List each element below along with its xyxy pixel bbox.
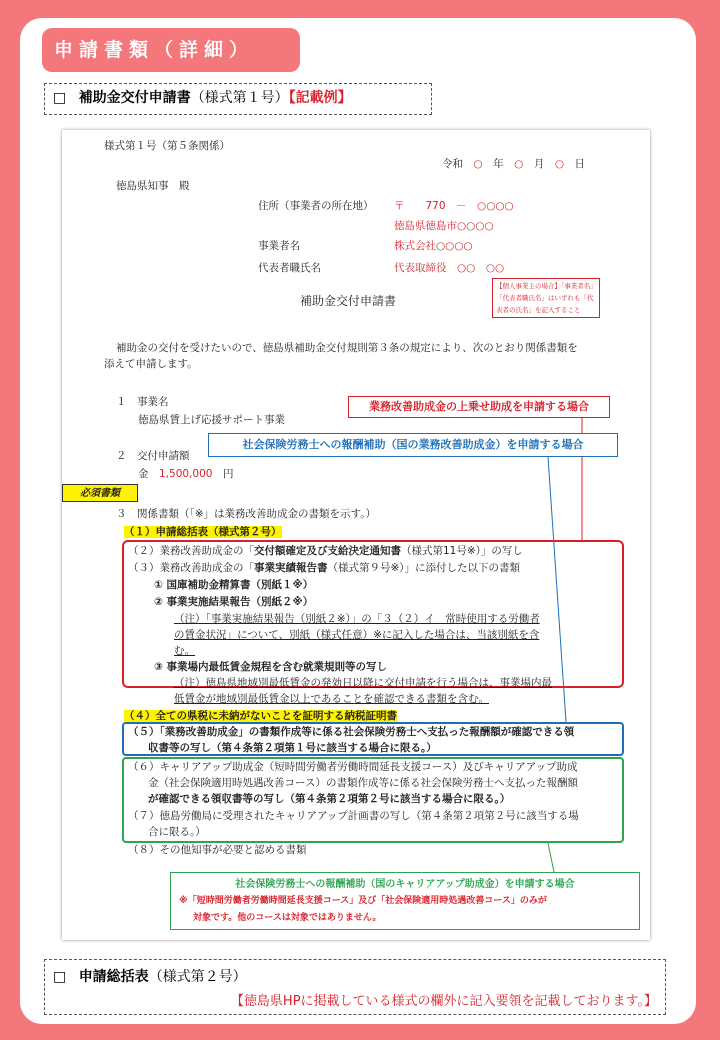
date-line: 令和 ○ 年 ○ 月 ○ 日: [442, 158, 586, 170]
doc-line-7b: 合に限る。）: [148, 826, 206, 838]
section-form1-header: [44, 83, 432, 115]
form-number: 様式第１号（第５条関係）: [104, 140, 230, 152]
item1-label: １ 事業名: [116, 396, 169, 408]
doc-line-6a: （６）キャリアアップ助成金（短時間労働者労働時間延長支援コース）及びキャリアアップ助成: [128, 761, 578, 773]
representative-label: 代表者職氏名: [258, 262, 321, 274]
doc-line-3-2: ② 事業実施結果報告（別紙２※）: [154, 596, 314, 608]
doc-line-6c: が確認できる領収書等の写し（第４条第２項第２号に該当する場合に限る。）: [148, 793, 511, 805]
doc-line-6b: 金（社会保険適用時処遇改善コース）の書類作成等に係る社会保険労務士へ支払った報酬額: [148, 777, 578, 789]
section-title: 補助金交付申請書: [78, 90, 191, 106]
checkbox-mark: □: [53, 90, 67, 106]
item2-value: 金 1,500,000 円: [138, 468, 234, 480]
body-line-1: 補助金の交付を受けたいので、徳島県補助金交付規則第３条の規定により、次のとおり関係書類を: [116, 342, 578, 354]
doc-line-1: （１）申請総括表（様式第２号）: [124, 526, 282, 538]
form-example-document: [62, 130, 650, 940]
doc-note-3: む。: [174, 645, 195, 657]
callout-top-up-subsidy: 業務改善助成金の上乗せ助成を申請する場合: [348, 396, 610, 418]
section2-note: 【徳島県HPに掲載している様式の欄外に記入要領を記載しております。】: [230, 994, 657, 1009]
doc-line-8: （８）その他知事が必要と認める書類: [128, 844, 307, 856]
doc-line-3-3: ③ 事業場内最低賃金規程を含む就業規則等の写し: [154, 661, 388, 673]
section-title: 申請総括表: [78, 969, 149, 985]
example-label: 【記載例】: [288, 90, 352, 106]
doc-note-5: 低賃金が地域別最低賃金以上であることを確認できる書類を含む。: [174, 693, 489, 705]
doc-line-2: （２）業務改善助成金の「交付額確定及び支給決定通知書（様式第11号※）」の写し: [128, 545, 523, 557]
doc-note-1: （注）「事業実施結果報告（別紙２※）」の「３（２）イ 常時使用する労働者: [174, 613, 540, 625]
business-name-value: 株式会社○○○○: [394, 240, 473, 252]
doc-line-5b: 収書等の写し（第４条第２項第１号に該当する場合に限る。）: [148, 742, 437, 754]
section-form: （様式第２号）: [148, 969, 247, 985]
address-label: 住所（事業者の所在地）: [258, 200, 374, 212]
sole-proprietor-note: 【個人事業主の場合】「事業者名」「代表者職氏名」はいずれも「代表者の氏名」を記入すること: [492, 278, 600, 318]
doc-note-2: の賃金状況」について、別紙（様式任意）※に記入した場合は、当該別紙を含: [174, 629, 540, 641]
section-form: （様式第１号）: [190, 90, 289, 106]
postal-code: 〒 770 － ○○○○: [394, 200, 514, 212]
address-value: 徳島県徳島市○○○○: [394, 220, 494, 232]
connector-lines: [62, 130, 650, 940]
checkbox-mark: □: [53, 969, 67, 985]
required-documents-label: 必須書類: [62, 484, 138, 502]
section-form2-header: [44, 959, 666, 1015]
item1-value: 徳島県賃上げ応援サポート事業: [138, 414, 285, 426]
doc-line-5a: （５）「業務改善助成金」の書類作成等に係る社会保険労務士へ支払った報酬額が確認できる領: [128, 726, 575, 738]
doc-note-4: （注）徳島県地域別最低賃金の発効日以降に交付申請を行う場合は、事業場内最: [174, 677, 552, 689]
addressee: 徳島県知事 殿: [116, 180, 190, 192]
doc-line-3: （３）業務改善助成金の「事業実績報告書（様式第９号※）」に添付した以下の書類: [128, 562, 521, 574]
business-name-label: 事業者名: [258, 240, 300, 252]
doc-line-7a: （７）徳島労働局に受理されたキャリアアップ計画書の写し（第４条第２項第２号に該当する場: [128, 810, 579, 822]
document-title: 補助金交付申請書: [300, 294, 397, 308]
item2-label: ２ 交付申請額: [116, 450, 190, 462]
item3-label: ３ 関係書類（「※」は業務改善助成金の書類を示す。）: [116, 508, 376, 520]
body-line-2: 添えて申請します。: [104, 358, 198, 370]
doc-line-3-1: ① 国庫補助金精算書（別紙１※）: [154, 579, 314, 591]
page-heading: 申請書類（詳細）: [42, 28, 300, 72]
callout-labor-consultant-career-up: 社会保険労務士への報酬補助（国のキャリアアップ助成金）を申請する場合 ※「短時間労働者労働時間延長支援コース」及び「社会保険適用時処遇改善コース」のみが 対象です。他のコースは対象ではありません。: [170, 872, 640, 930]
doc-line-4: （４）全ての県税に未納がないことを証明する納税証明書: [124, 710, 397, 722]
callout-labor-consultant-business-improvement: 社会保険労務士への報酬補助（国の業務改善助成金）を申請する場合: [208, 433, 618, 457]
representative-value: 代表取締役 ○○ ○○: [394, 262, 505, 274]
